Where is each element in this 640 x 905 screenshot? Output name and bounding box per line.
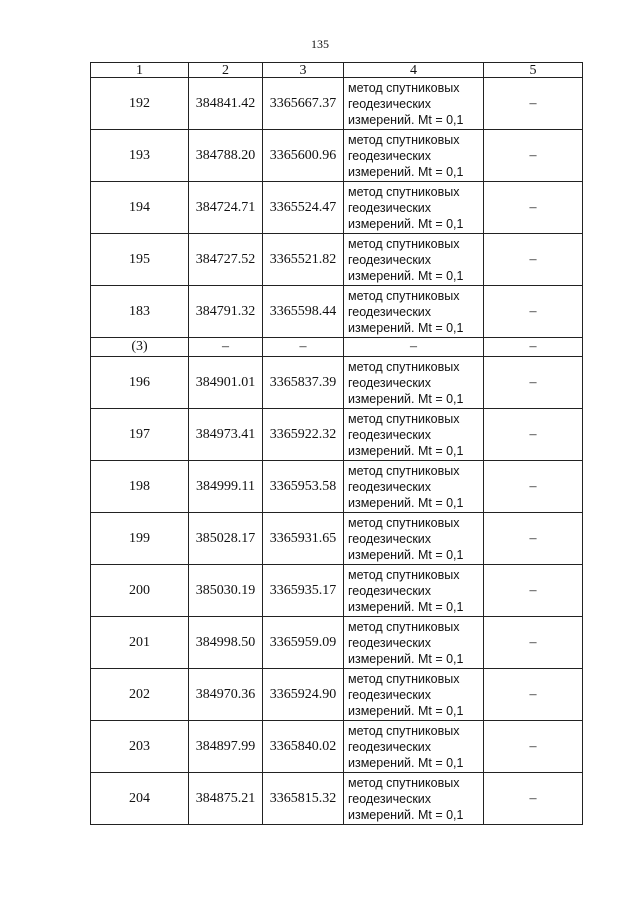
y-coordinate-cell: 3365600.96	[263, 130, 344, 182]
x-coordinate-cell: 384875.21	[189, 773, 263, 825]
contour-separator-row	[91, 338, 583, 357]
method-cell	[344, 565, 484, 617]
table-row	[91, 617, 583, 669]
method-line: измерений. Mt = 0,1	[348, 320, 464, 335]
method-cell	[344, 773, 484, 825]
accuracy-note-cell: –	[484, 565, 583, 617]
method-cell	[344, 461, 484, 513]
accuracy-note-cell: –	[484, 669, 583, 721]
method-line: геодезических	[348, 252, 432, 267]
method-line: метод спутниковых	[348, 359, 460, 374]
x-coordinate-cell: 384973.41	[189, 409, 263, 461]
method-line: метод спутниковых	[348, 80, 460, 95]
method-line: геодезических	[348, 375, 432, 390]
method-cell	[344, 286, 484, 338]
point-number-cell: 196	[91, 357, 189, 409]
method-line: метод спутниковых	[348, 775, 460, 790]
x-coordinate-cell: 384791.32	[189, 286, 263, 338]
method-line: метод спутниковых	[348, 236, 460, 251]
column-header: 5	[484, 63, 583, 78]
point-number-cell: 197	[91, 409, 189, 461]
accuracy-note-cell: –	[484, 409, 583, 461]
table-header-row	[91, 63, 583, 78]
point-number-cell: 194	[91, 182, 189, 234]
y-coordinate-cell: 3365931.65	[263, 513, 344, 565]
y-coordinate-cell: 3365840.02	[263, 721, 344, 773]
method-line: измерений. Mt = 0,1	[348, 599, 464, 614]
point-number-cell: 199	[91, 513, 189, 565]
x-coordinate-cell: 385028.17	[189, 513, 263, 565]
method-line: метод спутниковых	[348, 567, 460, 582]
method-line: геодезических	[348, 791, 432, 806]
accuracy-note-cell: –	[484, 357, 583, 409]
method-line: геодезических	[348, 739, 432, 754]
accuracy-note-cell: –	[484, 130, 583, 182]
method-line: измерений. Mt = 0,1	[348, 807, 464, 822]
table-row	[91, 182, 583, 234]
y-coordinate-cell: 3365521.82	[263, 234, 344, 286]
dash-cell: –	[484, 338, 583, 357]
point-number-cell: 202	[91, 669, 189, 721]
y-coordinate-cell: 3365598.44	[263, 286, 344, 338]
y-coordinate-cell: 3365924.90	[263, 669, 344, 721]
accuracy-note-cell: –	[484, 234, 583, 286]
y-coordinate-cell: 3365837.39	[263, 357, 344, 409]
method-cell	[344, 617, 484, 669]
point-number-cell: 203	[91, 721, 189, 773]
method-line: геодезических	[348, 96, 432, 111]
table-row	[91, 286, 583, 338]
page-number: 135	[311, 37, 329, 51]
method-line: метод спутниковых	[348, 132, 460, 147]
method-line: измерений. Mt = 0,1	[348, 391, 464, 406]
accuracy-note-cell: –	[484, 617, 583, 669]
method-line: измерений. Mt = 0,1	[348, 703, 464, 718]
method-line: метод спутниковых	[348, 411, 460, 426]
point-number-cell: 198	[91, 461, 189, 513]
method-line: геодезических	[348, 635, 432, 650]
method-cell	[344, 721, 484, 773]
point-number-cell: 204	[91, 773, 189, 825]
x-coordinate-cell: 384897.99	[189, 721, 263, 773]
table-row	[91, 357, 583, 409]
method-cell	[344, 357, 484, 409]
method-cell	[344, 513, 484, 565]
method-line: геодезических	[348, 687, 432, 702]
method-line: измерений. Mt = 0,1	[348, 268, 464, 283]
table-row	[91, 565, 583, 617]
method-line: метод спутниковых	[348, 288, 460, 303]
method-line: метод спутниковых	[348, 184, 460, 199]
contour-label-cell: (3)	[91, 338, 189, 357]
method-line: метод спутниковых	[348, 463, 460, 478]
y-coordinate-cell: 3365815.32	[263, 773, 344, 825]
accuracy-note-cell: –	[484, 721, 583, 773]
accuracy-note-cell: –	[484, 513, 583, 565]
y-coordinate-cell: 3365953.58	[263, 461, 344, 513]
method-line: геодезических	[348, 583, 432, 598]
dash-cell: –	[263, 338, 344, 357]
accuracy-note-cell: –	[484, 182, 583, 234]
coordinates-table	[90, 62, 583, 825]
table-row	[91, 461, 583, 513]
dash-cell: –	[344, 338, 484, 357]
method-line: измерений. Mt = 0,1	[348, 755, 464, 770]
method-cell	[344, 130, 484, 182]
method-line: метод спутниковых	[348, 671, 460, 686]
method-line: геодезических	[348, 148, 432, 163]
x-coordinate-cell: 384998.50	[189, 617, 263, 669]
column-header: 2	[189, 63, 263, 78]
x-coordinate-cell: 385030.19	[189, 565, 263, 617]
x-coordinate-cell: 384788.20	[189, 130, 263, 182]
x-coordinate-cell: 384970.36	[189, 669, 263, 721]
table-row	[91, 409, 583, 461]
table-row	[91, 669, 583, 721]
point-number-cell: 192	[91, 78, 189, 130]
table-row	[91, 773, 583, 825]
point-number-cell: 201	[91, 617, 189, 669]
method-line: геодезических	[348, 479, 432, 494]
table-row	[91, 721, 583, 773]
method-cell	[344, 669, 484, 721]
method-line: измерений. Mt = 0,1	[348, 112, 464, 127]
column-header: 4	[344, 63, 484, 78]
method-cell	[344, 409, 484, 461]
accuracy-note-cell: –	[484, 773, 583, 825]
column-header: 3	[263, 63, 344, 78]
method-line: метод спутниковых	[348, 723, 460, 738]
x-coordinate-cell: 384727.52	[189, 234, 263, 286]
point-number-cell: 200	[91, 565, 189, 617]
y-coordinate-cell: 3365667.37	[263, 78, 344, 130]
x-coordinate-cell: 384841.42	[189, 78, 263, 130]
method-line: измерений. Mt = 0,1	[348, 164, 464, 179]
column-header: 1	[91, 63, 189, 78]
method-line: измерений. Mt = 0,1	[348, 547, 464, 562]
method-line: геодезических	[348, 427, 432, 442]
method-line: измерений. Mt = 0,1	[348, 216, 464, 231]
method-line: геодезических	[348, 531, 432, 546]
table-row	[91, 513, 583, 565]
y-coordinate-cell: 3365922.32	[263, 409, 344, 461]
method-line: измерений. Mt = 0,1	[348, 443, 464, 458]
method-line: геодезических	[348, 304, 432, 319]
x-coordinate-cell: 384724.71	[189, 182, 263, 234]
table-row	[91, 130, 583, 182]
y-coordinate-cell: 3365959.09	[263, 617, 344, 669]
dash-cell: –	[189, 338, 263, 357]
y-coordinate-cell: 3365935.17	[263, 565, 344, 617]
x-coordinate-cell: 384901.01	[189, 357, 263, 409]
method-line: метод спутниковых	[348, 515, 460, 530]
method-cell	[344, 182, 484, 234]
point-number-cell: 195	[91, 234, 189, 286]
accuracy-note-cell: –	[484, 78, 583, 130]
method-line: метод спутниковых	[348, 619, 460, 634]
y-coordinate-cell: 3365524.47	[263, 182, 344, 234]
point-number-cell: 183	[91, 286, 189, 338]
accuracy-note-cell: –	[484, 461, 583, 513]
point-number-cell: 193	[91, 130, 189, 182]
table-row	[91, 234, 583, 286]
x-coordinate-cell: 384999.11	[189, 461, 263, 513]
method-cell	[344, 78, 484, 130]
table-row	[91, 78, 583, 130]
method-line: геодезических	[348, 200, 432, 215]
accuracy-note-cell: –	[484, 286, 583, 338]
method-line: измерений. Mt = 0,1	[348, 495, 464, 510]
method-line: измерений. Mt = 0,1	[348, 651, 464, 666]
method-cell	[344, 234, 484, 286]
